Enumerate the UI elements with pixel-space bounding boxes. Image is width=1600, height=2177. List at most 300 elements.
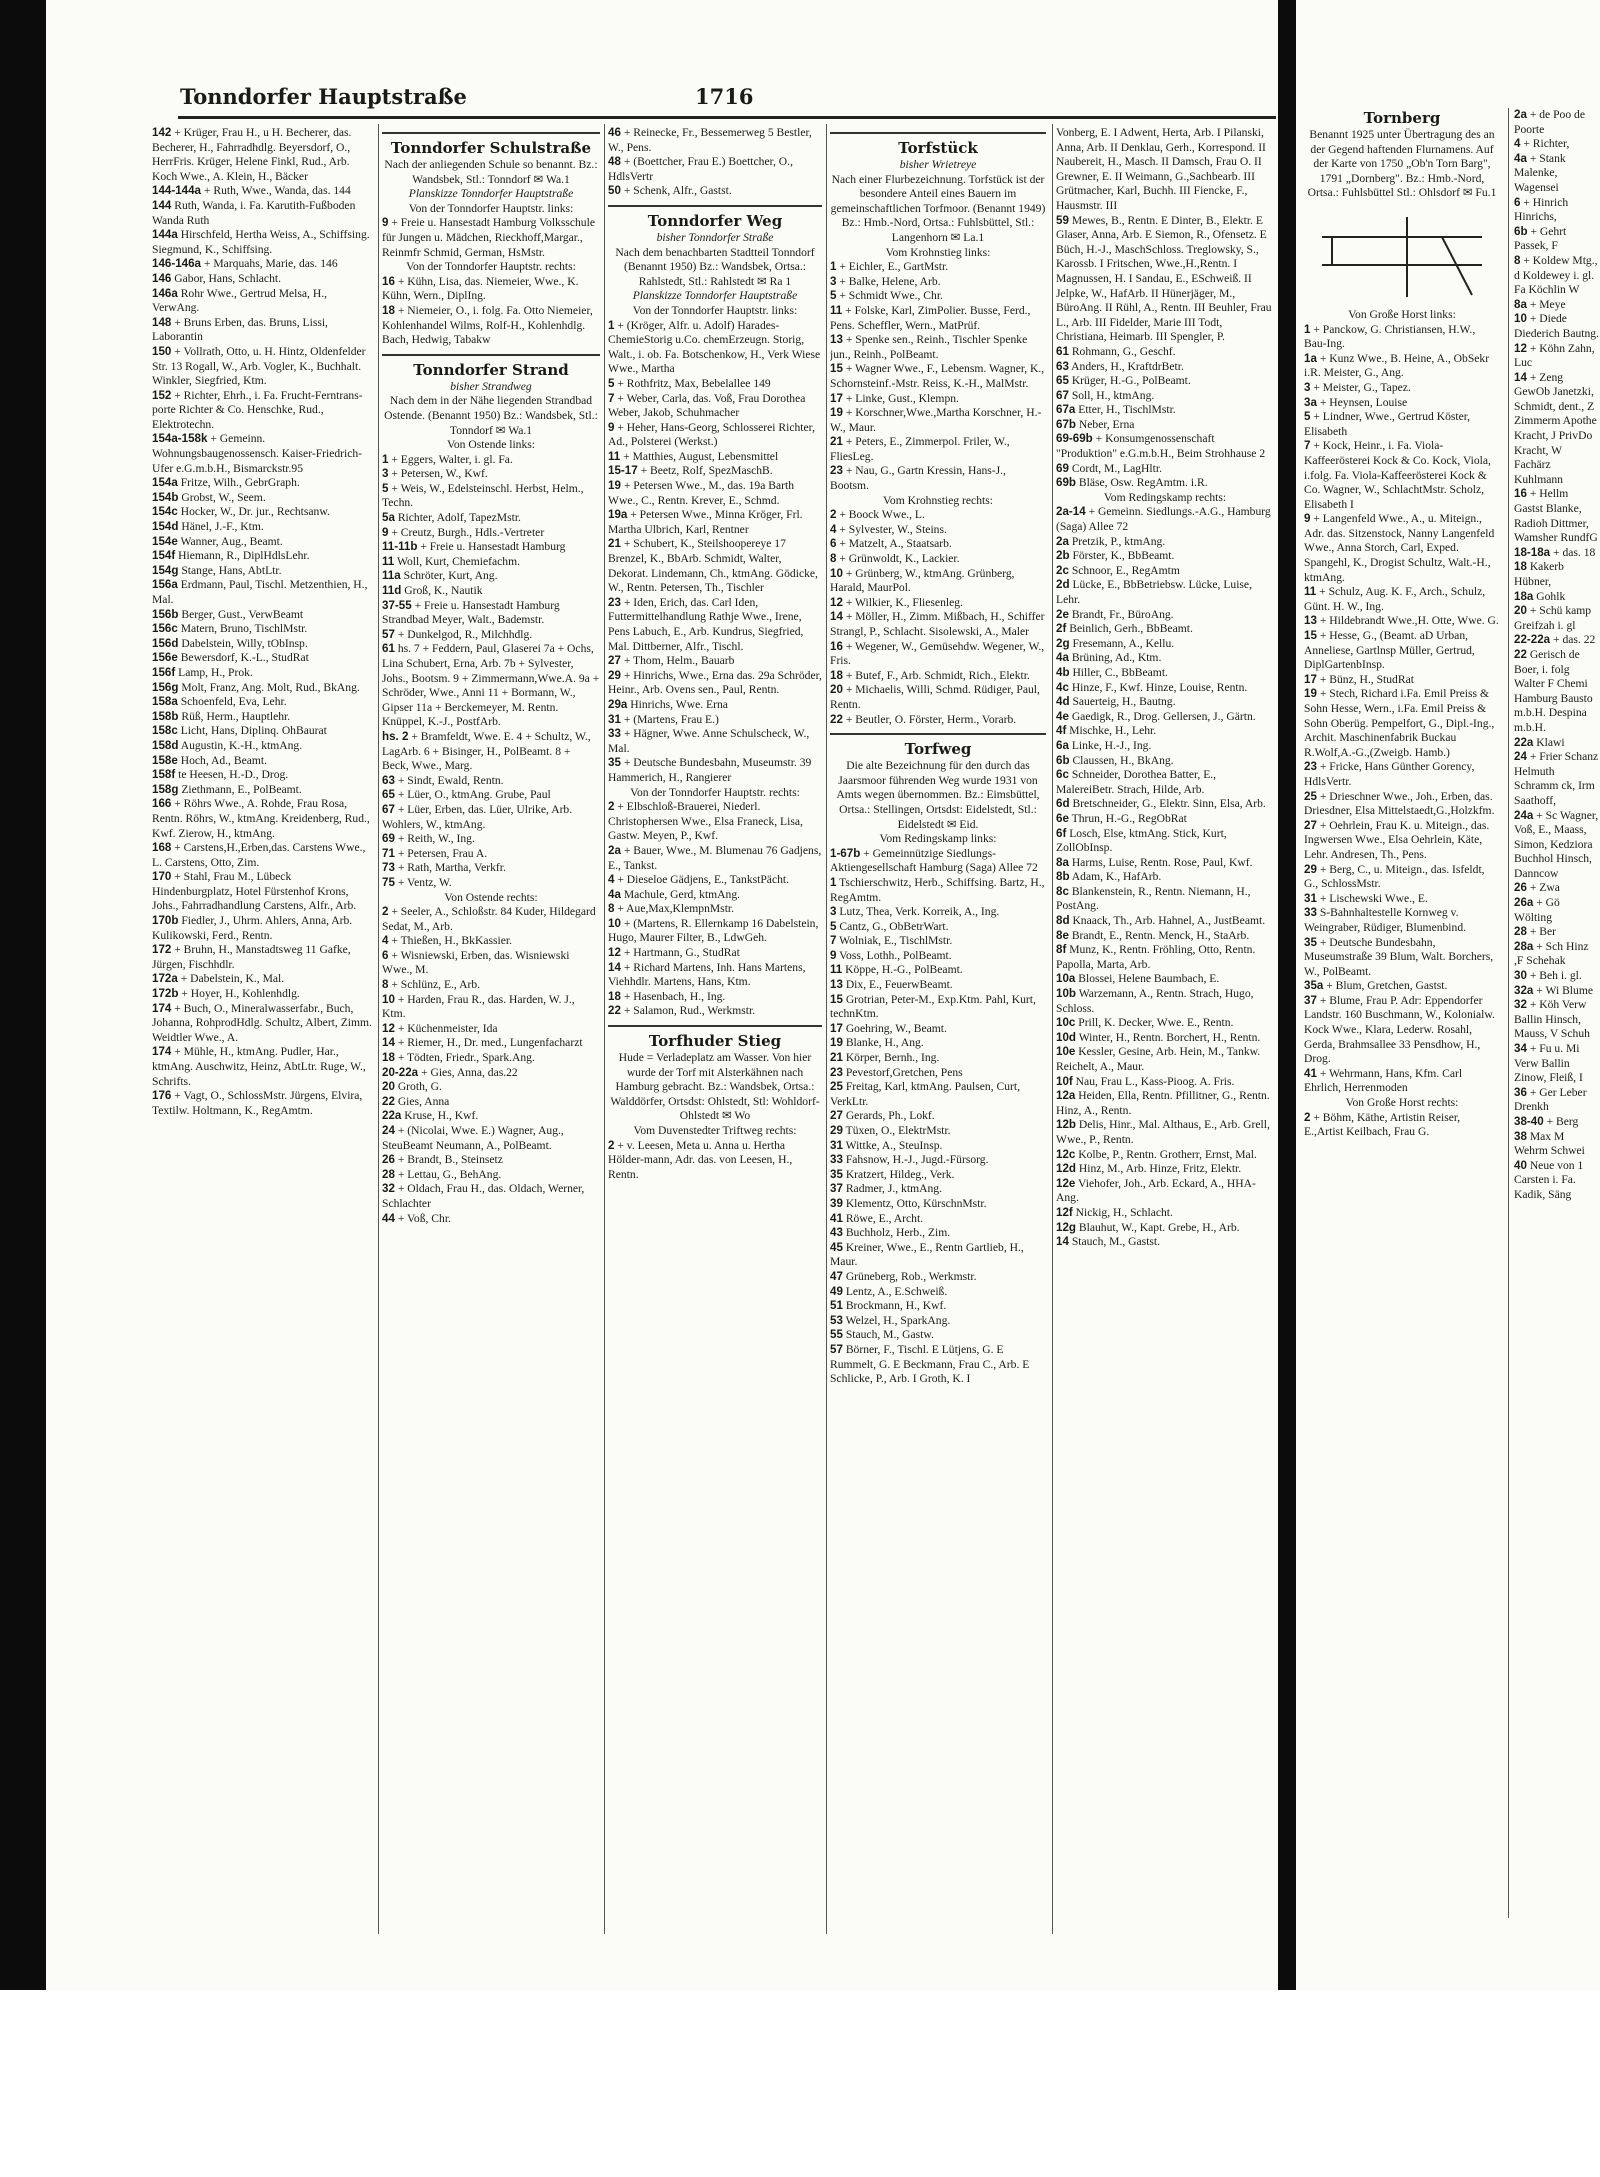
house-number: 170 — [152, 870, 172, 884]
house-entry — [382, 453, 600, 468]
resident-list: + Deutsche Bundesbahn, Museumstraße 39 Blum, Walt. Borchers, W., PolBeamt. — [1304, 935, 1494, 978]
house-number: 27 — [1304, 818, 1317, 832]
resident-list: + Hellm Gastst Blanke, Radioh Dittmer, Wamsher RundfG — [1514, 487, 1598, 545]
house-entry — [830, 683, 1046, 712]
house-entry — [830, 949, 1046, 964]
house-entry — [1056, 754, 1274, 769]
street-note: Vom Duvenstedter Triftweg rechts: — [633, 1124, 797, 1137]
resident-list: Stange, Hans, AbtLtr. — [181, 563, 282, 577]
column-2 — [382, 126, 600, 1926]
resident-list: + Rothfritz, Max, Bebelallee 149 — [617, 376, 771, 390]
house-number: 22 — [830, 712, 843, 726]
house-entry — [1514, 969, 1600, 984]
house-number: 26a — [1514, 896, 1534, 910]
street-note: Nach dem benachbarten Stadtteil Tonndorf (Benannt 1950) Bz.: Wandsbek, Ortsa.: Rahlstedt, Stl.: Rahlstedt ✉ Ra 1 — [615, 245, 815, 288]
resident-list: Neue von 1 Carsten i. Fa. Kadik, Säng — [1514, 1158, 1584, 1201]
house-number: 14 — [382, 1036, 395, 1050]
resident-list: + Meister, G., Tapez. — [1313, 380, 1411, 394]
resident-list: Schnoor, E., RegAmtm — [1071, 563, 1180, 577]
house-entry — [152, 608, 372, 623]
house-number: 12g — [1056, 1220, 1076, 1234]
house-entry — [382, 467, 600, 482]
resident-list: Blauhut, W., Kapt. Grebe, H., Arb. — [1078, 1220, 1240, 1234]
house-number: 156g — [152, 680, 179, 694]
house-number: 32a — [1514, 983, 1534, 997]
house-number: 172 — [152, 943, 172, 957]
resident-list: + Dieseloe Gädjens, E., TankstPächt. — [617, 873, 790, 887]
house-entry — [382, 584, 600, 599]
house-number: 4b — [1056, 665, 1070, 679]
house-entry — [1056, 651, 1274, 666]
resident-list: + Matzelt, A., Staatsarb. — [839, 537, 952, 551]
resident-list: + Fu u. Mi Verw Ballin Zinow, Fleiß, I — [1514, 1042, 1583, 1085]
resident-list: Erdmann, Paul, Tischl. Metzenthien, H., Mal. — [152, 578, 368, 606]
house-number: 158f — [152, 768, 176, 782]
house-entry — [830, 978, 1046, 993]
resident-list: Schramm ck, Irm Saathoff, — [1514, 779, 1595, 807]
house-number: 144-144a — [152, 184, 201, 198]
house-entry — [1514, 940, 1600, 969]
street-heading: Torfweg — [830, 733, 1046, 759]
house-number: 21 — [608, 537, 621, 551]
house-entry — [1304, 585, 1500, 614]
house-number: 168 — [152, 841, 172, 855]
house-entry — [1514, 809, 1600, 824]
resident-list: + Beh i. gl. — [1529, 969, 1582, 983]
house-entry — [1056, 739, 1274, 754]
house-entry — [152, 345, 372, 389]
house-number: 71 — [382, 846, 395, 860]
house-entry — [608, 713, 822, 728]
house-entry — [1514, 225, 1600, 254]
house-number: 19 — [830, 406, 843, 420]
house-number: 12 — [1514, 341, 1527, 355]
house-entry — [382, 1066, 600, 1081]
house-entry — [1514, 984, 1600, 999]
house-entry — [830, 1212, 1046, 1227]
house-entry — [608, 184, 822, 199]
resident-list: Pretzik, P., ktmAng. — [1071, 534, 1166, 548]
resident-list: + Weber, Carla, das. Voß, Frau Dorothea Weber, Jakob, Schuhmacher — [608, 391, 806, 420]
house-entry — [830, 567, 1046, 596]
resident-list: Hiller, C., BbBeamt. — [1072, 665, 1168, 679]
house-number: 11a — [382, 569, 401, 583]
house-number: 20-22a — [382, 1065, 419, 1079]
house-entry — [1056, 870, 1274, 885]
house-entry — [382, 1095, 600, 1110]
house-entry — [382, 628, 600, 643]
house-entry — [152, 432, 372, 476]
house-entry — [830, 552, 1046, 567]
house-entry — [1514, 779, 1600, 808]
house-number: 12 — [830, 595, 843, 609]
resident-list: Kakerb Hübner, — [1514, 560, 1564, 588]
house-entry — [830, 1241, 1046, 1270]
house-entry — [1056, 214, 1274, 345]
street-note: Vom Redingskamp links: — [879, 832, 997, 846]
house-number: 158g — [152, 782, 179, 796]
resident-list: + Freie u. Hansestadt Hamburg — [420, 540, 566, 554]
street-note: Nach einer Flurbezeichnung. Torfstück ist der besondere Anteil eines Bauern im gemeinschaftlichen Torfmoor. (Benannt 1949) Bz.: Hmb.-Nord, Ortsa.: Fuhlsbüttel, Stl.: Langenhorn ✉ La.1 — [830, 172, 1046, 244]
house-entry — [1304, 410, 1500, 439]
house-number: 35 — [1304, 935, 1317, 949]
resident-list: Krüger, H.-G., PolBeamt. — [1071, 374, 1191, 388]
resident-list: + Petersen Wwe., Minna Kröger, Frl. Martha Ulbrich, Karl, Rentner — [608, 508, 803, 536]
house-entry — [152, 710, 372, 725]
house-number: 9 — [382, 216, 389, 230]
house-number: 158b — [152, 709, 179, 723]
house-number: 12 — [608, 946, 621, 960]
street-heading: Torfstück — [830, 132, 1046, 158]
house-number: 156b — [152, 607, 179, 621]
house-number: 12c — [1056, 1147, 1076, 1161]
house-entry — [830, 1314, 1046, 1329]
resident-list: + Nau, G., Gartn Kressin, Hans-J., Bootsm. — [830, 464, 1006, 493]
house-number: 19 — [608, 479, 621, 493]
house-entry — [830, 304, 1046, 333]
house-entry — [830, 537, 1046, 552]
house-entry — [1514, 298, 1600, 313]
house-number: 51 — [830, 1299, 843, 1313]
resident-list: Gaedigk, R., Drog. Gellersen, J., Gärtn. — [1071, 709, 1256, 723]
resident-list: Brüning, Ad., Ktm. — [1071, 651, 1162, 665]
house-entry — [382, 216, 600, 260]
house-entry — [152, 1002, 372, 1046]
street-note: Hude = Verladeplatz am Wasser. Von hier wurde der Torf mit Alsterkähnen nach Hamburg gebracht. Bz.: Wandsbek, Ortsa.: Walddörfer, Ortsdst: Ohlstedt, Stl: Wohldorf-Ohlstedt ✉ Wo — [610, 1051, 820, 1123]
house-entry — [152, 564, 372, 579]
resident-list: + Weis, W., Edelsteinschl. Herbst, Helm., Techn. — [382, 481, 584, 510]
house-number: 176 — [152, 1089, 172, 1103]
house-number: 63 — [1056, 359, 1069, 373]
house-entry — [608, 946, 822, 961]
house-number: 2 — [830, 508, 837, 522]
street-note: Von der Tonndorfer Hauptstr. rechts: — [406, 260, 576, 274]
resident-list: + Michaelis, Willi, Schmd. Rüdiger, Paul, Rentn. — [830, 683, 1040, 711]
house-number: 150 — [152, 344, 172, 358]
house-entry — [608, 654, 822, 669]
resident-list: Groß, K., Nautik — [404, 584, 483, 598]
house-number: 37-55 — [382, 598, 412, 612]
running-head — [180, 84, 1260, 114]
resident-list: Neber, Erna — [1078, 417, 1135, 431]
house-number: 11-11b — [382, 540, 418, 554]
resident-list: Fritze, Wilh., GebrGraph. — [180, 476, 300, 490]
house-entry — [830, 596, 1046, 611]
resident-list: Knaack, Th., Arb. Hahnel, A., JustBeamt. — [1072, 914, 1266, 928]
house-entry — [608, 917, 822, 946]
house-number: 6a — [1056, 738, 1069, 752]
resident-list: Machule, Gerd, ktmAng. — [623, 887, 741, 901]
house-number: 10 — [830, 566, 843, 580]
house-number: 19a — [608, 508, 628, 522]
house-number: 154e — [152, 534, 178, 548]
house-number: 69b — [1056, 476, 1076, 490]
resident-list: + Carstens,H.,Erben,das. Carstens Wwe., L. Carstens, Otto, Zim. — [152, 841, 366, 869]
resident-list: + Gehrt Passek, F — [1514, 224, 1567, 253]
house-number: 31 — [830, 1138, 843, 1152]
house-entry — [608, 596, 822, 654]
resident-list: + Richter, — [1523, 137, 1570, 151]
resident-list: + Elbschloß-Brauerei, Niederl. Christophersen Wwe., Elsa Franeck, Lisa, Gastw. Meyen, P., Kwf. — [608, 800, 803, 843]
house-number: 4a — [1056, 651, 1069, 665]
resident-list: + Sindt, Ewald, Rentn. — [397, 773, 504, 787]
resident-list: Vonberg, E. I Adwent, Herta, Arb. I Pilanski, Anna, Arb. II Denklau, Gerh., Korrespond. II Naubereit, H., Masch. II Damsch, Frau O. II Grewner, E. II Weimann, G.,Sachbearb. III Grütmacher, Karl, Buchh. III Fiencke, F., Hausmstr. III — [1056, 126, 1266, 212]
house-number: 26 — [1514, 881, 1527, 895]
house-entry — [152, 520, 372, 535]
resident-list: Augustin, K.-H., ktmAng. — [180, 738, 303, 752]
house-entry — [1514, 896, 1600, 925]
house-entry — [152, 870, 372, 914]
house-number: 35 — [608, 756, 621, 770]
house-number: 18 — [1514, 560, 1527, 574]
house-number: 146 — [152, 271, 172, 285]
resident-list: + Sch Hinz ,F Schehak — [1514, 939, 1589, 968]
scan-gutter — [1278, 0, 1296, 1990]
house-number: 2d — [1056, 578, 1070, 592]
resident-list: + Panckow, G. Christiansen, H.W., Bau-Ing. — [1304, 322, 1476, 351]
house-entry — [382, 978, 600, 993]
house-entry — [1056, 666, 1274, 681]
house-number: 6b — [1514, 224, 1528, 238]
house-number: 8d — [1056, 914, 1070, 928]
house-entry — [608, 479, 822, 508]
header-rule — [178, 116, 1276, 119]
house-entry — [1304, 979, 1500, 994]
house-number: 14 — [1514, 370, 1527, 384]
street-note: Die alte Bezeichnung für den durch das Jaarsmoor führenden Weg wurde 1931 von Amts wegen übernommen. Bz.: Eimsbüttel, Ortsa.: Stellingen, Ortsdst: Eidelstedt, Stl.: Eidelstedt ✉ Eid. — [836, 759, 1040, 831]
house-number: 18 — [382, 1051, 395, 1065]
house-entry — [1514, 1159, 1600, 1203]
column-rule — [1508, 108, 1509, 1918]
house-number: 10d — [1056, 1030, 1076, 1044]
column-3 — [608, 126, 822, 1926]
house-entry — [608, 844, 822, 873]
resident-list: + Dabelstein, K., Mal. — [180, 972, 285, 986]
house-entry — [830, 333, 1046, 362]
house-entry — [382, 1022, 600, 1037]
resident-list: Hiemann, R., DiplHdlsLehr. — [178, 549, 310, 563]
house-number: 2c — [1056, 563, 1069, 577]
house-number: 24a — [1514, 808, 1534, 822]
house-entry — [1304, 439, 1500, 512]
house-entry — [830, 713, 1046, 728]
house-number: 2b — [1056, 549, 1070, 563]
house-number: 2 — [608, 800, 615, 814]
house-number: 12b — [1056, 1118, 1076, 1132]
resident-list: + Sc Wagner, — [1536, 808, 1599, 822]
street-subtitle: bisher Tonndorfer Straße — [656, 230, 774, 244]
house-entry — [1514, 137, 1600, 152]
resident-list: Dix, E., FeuerwBeamt. — [845, 978, 953, 992]
resident-list: + Creutz, Burgh., Hdls.-Vertreter — [391, 525, 545, 539]
resident-list: + Möller, H., Zimm. Mißbach, H., Schiffer Strangl, P., Schlacht. Sisolewski, A., Maler — [830, 610, 1045, 638]
resident-list: Ruth, Wanda, i. Fa. Karutith-Fußboden Wanda Ruth — [152, 198, 356, 227]
resident-list: Buchholz, Herb., Zim. — [845, 1226, 951, 1240]
resident-list: + Hasenbach, H., Ing. — [623, 989, 726, 1003]
house-entry — [382, 275, 600, 304]
house-entry — [1056, 418, 1274, 433]
house-entry — [382, 876, 600, 891]
resident-list: + Grünwoldt, K., Lackier. — [839, 552, 960, 566]
house-number: 16 — [1514, 487, 1527, 501]
resident-list: + Schlünz, E., Arb. — [391, 978, 481, 992]
column-rule — [1052, 124, 1053, 1934]
resident-list: + Thom, Helm., Bauarb — [623, 654, 735, 668]
house-number: 16 — [382, 274, 395, 288]
house-number: 59 — [1056, 213, 1069, 227]
house-number: 156a — [152, 578, 178, 592]
resident-list: + Petersen, Frau A. — [397, 846, 488, 860]
resident-list: + (Nicolai, Wwe. E.) Wagner, Aug., SteuBeamt Neumann, A., PolBeamt. — [382, 1124, 564, 1152]
resident-list: Prill, K. Decker, Wwe. E., Rentn. — [1078, 1016, 1234, 1030]
house-entry — [1056, 564, 1274, 579]
resident-list: + Schulz, Aug. K. F., Arch., Schulz, Günt. H. W., Ing. — [1304, 585, 1486, 613]
house-number: 39 — [830, 1196, 843, 1210]
resident-list: + Thießen, H., BkKassier. — [391, 934, 512, 948]
house-number: 4 — [830, 522, 837, 536]
house-number: 22-22a — [1514, 633, 1551, 647]
house-entry — [830, 1022, 1046, 1037]
house-number: 48 — [608, 155, 621, 169]
house-number: 4a — [608, 887, 621, 901]
resident-list: Etter, H., TischlMstr. — [1078, 403, 1176, 417]
resident-list: + Wisniewski, Erben, das. Wisniewski Wwe., M. — [382, 948, 570, 977]
street-heading: Tonndorfer Weg — [608, 205, 822, 231]
house-entry — [152, 622, 372, 637]
house-number: 174 — [152, 1001, 172, 1015]
house-number: 6d — [1056, 797, 1070, 811]
street-note: Von Große Horst rechts: — [1345, 1096, 1459, 1110]
resident-list: S-Bahnhaltestelle Kornweg v. Weingraber, Rüdiger, Blumenbind. — [1304, 906, 1467, 934]
resident-list: + Drieschner Wwe., Joh., Erben, das. Driesdner, Elsa Mittelstaedt,G.,Holzkfm. — [1304, 789, 1495, 818]
house-number: 158e — [152, 753, 178, 767]
resident-list: Soll, H., ktmAng. — [1071, 388, 1155, 402]
house-entry — [152, 549, 372, 564]
resident-list: Lentz, A., E.Schweiß. — [845, 1284, 948, 1298]
house-entry — [1056, 827, 1274, 856]
resident-list: + Seeler, A., Schloßstr. 84 Kuder, Hildegard Sedat, M., Arb. — [382, 905, 596, 933]
resident-list: + Hartmann, G., StudRat — [623, 946, 740, 960]
resident-list: + Freie u. Hansestadt Hamburg Strandbad Meyer, Walt., Bademstr. — [382, 598, 560, 627]
house-entry — [1304, 994, 1500, 1067]
resident-list: + Bramfeldt, Wwe. E. 4 + Schultz, W., LagArb. 6 + Bisinger, H., PolBeamt. 8 + Beck, Wwe., Marg. — [382, 729, 591, 773]
resident-list: + Matthies, August, Lebensmittel — [623, 449, 779, 463]
resident-list: Welzel, H., SparkAng. — [845, 1313, 951, 1327]
house-number: 15-17 — [608, 464, 638, 478]
resident-list: Kratzert, Hildeg., Verk. — [845, 1167, 955, 1181]
resident-list: + Köh Verw Ballin Hinsch, Mauss, V Schuh — [1514, 998, 1590, 1041]
house-entry — [1056, 1162, 1274, 1177]
resident-list: Röwe, E., Archt. — [845, 1211, 924, 1225]
house-entry — [152, 637, 372, 652]
house-entry — [382, 847, 600, 862]
house-number: 10 — [608, 916, 621, 930]
house-entry — [830, 392, 1046, 407]
resident-list: Kruse, H., Kwf. — [404, 1109, 479, 1123]
resident-list: + Spenke sen., Reinh., Tischler Spenke jun., Reinh., PolBeamt. — [830, 333, 1028, 361]
resident-list: + Heher, Hans-Georg, Schlosserei Richter, Ad., Polsterei (Werkst.) — [608, 420, 815, 449]
house-entry — [382, 993, 600, 1022]
house-number: 25 — [1304, 789, 1317, 803]
house-entry — [1056, 768, 1274, 797]
house-entry — [830, 963, 1046, 978]
resident-list: Fresemann, A., Kellu. — [1072, 636, 1175, 650]
resident-list: + Wi Blume — [1536, 983, 1593, 997]
resident-list: Bläse, Osw. RegAmtm. i.R. — [1078, 476, 1208, 490]
resident-list: Kolbe, P., Rentn. Grotherr, Ernst, Mal. — [1078, 1147, 1257, 1161]
house-number: 4d — [1056, 695, 1070, 709]
house-entry — [830, 523, 1046, 538]
resident-list: Brockmann, H., Kwf. — [845, 1299, 947, 1313]
house-number: 1 — [1304, 322, 1311, 336]
resident-list: + Kunz Wwe., B. Heine, A., ObSekr i.R. Meister, G., Ang. — [1304, 351, 1490, 380]
street-note: Von der Tonndorfer Hauptstr. links: — [632, 303, 798, 317]
house-number: 154d — [152, 520, 179, 534]
house-number: 5 — [1304, 410, 1311, 424]
house-entry — [382, 599, 600, 628]
house-entry — [1514, 152, 1600, 196]
resident-list: Claussen, H., BkAng. — [1072, 753, 1174, 767]
resident-list: Voß, E., Maass, Simon, Kedziora Buchhol Hinsch, Danncow — [1514, 823, 1593, 880]
resident-list: + Gemeinnützige Siedlungs-Aktiengesellschaft Hamburg (Saga) Allee 72 — [830, 846, 1038, 875]
house-entry — [830, 1343, 1046, 1387]
resident-list: Blossei, Helene Baumbach, E. — [1078, 972, 1220, 986]
resident-list: + Voß, Chr. — [397, 1211, 451, 1225]
resident-list: Nickig, H., Schlacht. — [1075, 1205, 1173, 1219]
running-head-street: Tonndorfer Hauptstraße — [180, 84, 467, 109]
house-number: 6f — [1056, 826, 1067, 840]
resident-list: + Zeng GewOb Janetzki, Schmidt, dent., Z Zimmerm Apothe Kracht, J PrivDo Kracht, W Fachärz Kuhlmann — [1514, 370, 1597, 486]
resident-list: + Eichler, E., GartMstr. — [839, 260, 949, 274]
house-entry — [1056, 710, 1274, 725]
house-entry — [830, 508, 1046, 523]
house-entry — [152, 972, 372, 987]
house-number: 158c — [152, 724, 178, 738]
house-entry — [1056, 1148, 1274, 1163]
house-entry — [830, 1124, 1046, 1139]
house-entry — [382, 730, 600, 774]
house-entry — [1304, 323, 1500, 352]
house-entry — [1514, 1115, 1600, 1130]
house-number: 7 — [608, 391, 615, 405]
house-entry — [152, 695, 372, 710]
house-number: 8e — [1056, 928, 1069, 942]
resident-list: Hinrichs, Wwe. Erna — [630, 697, 728, 711]
house-entry — [1514, 342, 1600, 371]
house-entry — [382, 555, 600, 570]
house-number: 154a — [152, 476, 178, 490]
house-entry — [830, 289, 1046, 304]
street-note: Nach dem in der Nähe liegenden Strandbad Ostende. (Benannt 1950) Bz.: Wandsbek, Stl.: Tonndorf ✉ Wa.1 — [384, 394, 598, 437]
house-entry — [1056, 914, 1274, 929]
resident-list: Stauch, M., Gastw. — [845, 1328, 934, 1342]
house-number: 17 — [830, 1021, 843, 1035]
house-entry — [1304, 396, 1500, 411]
house-number: 142 — [152, 126, 172, 139]
house-number: 33 — [608, 727, 621, 741]
house-number: 31 — [1304, 891, 1317, 905]
resident-list: + Brandt, B., Steinsetz — [397, 1153, 503, 1167]
resident-list: Freitag, Karl, ktmAng. Paulsen, Curt, VerkLtr. — [830, 1080, 1021, 1108]
scan-border-left — [0, 0, 46, 1990]
house-number: 2a-14 — [1056, 505, 1086, 519]
house-number: 4 — [382, 934, 389, 948]
house-number: 18a — [1514, 589, 1534, 603]
house-entry — [152, 476, 372, 491]
house-number: 11 — [1304, 585, 1317, 599]
resident-list: + Vollrath, Otto, u. H. Hintz, Oldenfelder Str. 13 Rogall, W., Arb. Vogler, K., Buchhalt. Winkler, Siegfried, Ktm. — [152, 344, 366, 388]
house-number: 57 — [830, 1342, 843, 1356]
